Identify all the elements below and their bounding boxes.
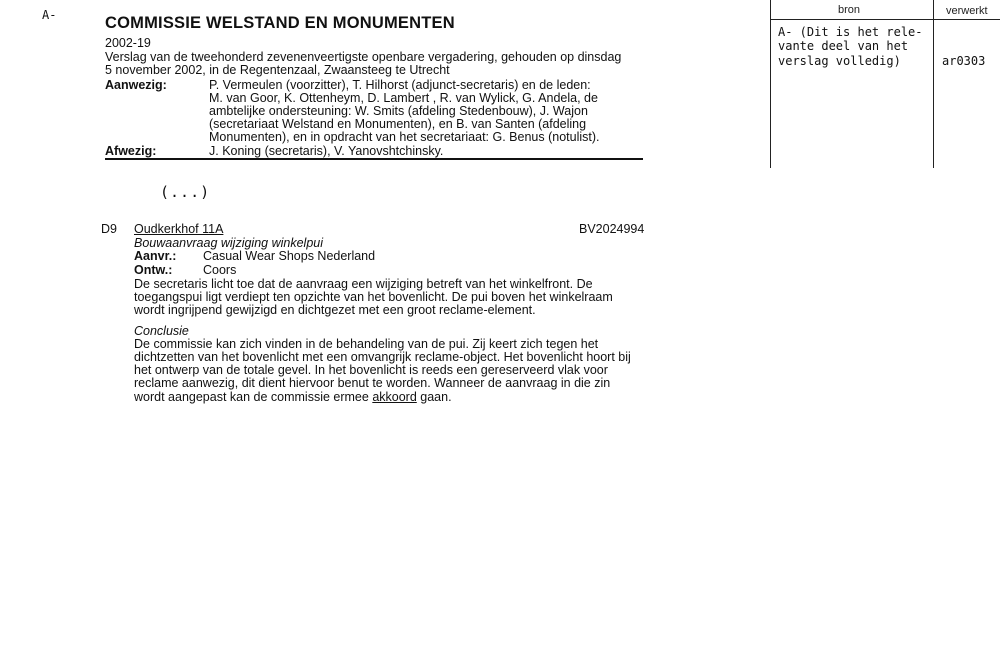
designer-label: Ontw.: <box>134 263 173 277</box>
conclusion-line: reclame aanwezig, dit dient hiervoor benut te worden. Wanneer de aanvraag in die zin <box>134 376 611 390</box>
panel-header-rule <box>770 19 1000 20</box>
present-line: P. Vermeulen (voorzitter), T. Hilhorst (adjunct-secretaris) en de leden: <box>209 78 591 92</box>
meeting-code: 2002-19 <box>105 36 151 50</box>
intro-line-2: 5 november 2002, in de Regentenzaal, Zwaansteeg te Utrecht <box>105 63 450 77</box>
body-line: wordt ingrijpend gewijzigd en dichtgezet met een groot reclame-element. <box>134 303 536 317</box>
conclusion-label: Conclusie <box>134 324 189 338</box>
margin-mark: A- <box>42 8 57 22</box>
item-number: D9 <box>101 222 117 236</box>
item-subject: Bouwaanvraag wijziging winkelpui <box>134 236 323 250</box>
panel-column-divider <box>933 0 934 168</box>
present-line: ambtelijke ondersteuning: W. Smits (afdeling Stedenbouw), J. Wajon <box>209 104 588 118</box>
omission-marker: (...) <box>160 183 211 201</box>
column-header-processed: verwerkt <box>946 5 988 17</box>
conclusion-last-line <box>134 390 452 405</box>
source-note-line: verslag volledig) <box>778 54 901 68</box>
source-note-line: A- (Dit is het rele- <box>778 25 923 39</box>
item-address: Oudkerkhof 11A <box>134 222 224 236</box>
item-reference: BV2024994 <box>579 222 645 236</box>
conclusion-line: dichtzetten van het bovenlicht met een omvangrijk reclame-object. Het bovenlicht hoort bij <box>134 350 631 364</box>
applicant-value: Casual Wear Shops Nederland <box>203 249 376 263</box>
intro-line-1: Verslag van de tweehonderd zevenenveertigste openbare vergadering, gehouden op dinsdag <box>105 50 622 64</box>
column-header-source: bron <box>838 4 861 16</box>
header-divider <box>105 158 643 160</box>
absent-text: J. Koning (secretaris), V. Yanovshtchinsky. <box>209 144 444 158</box>
source-note-line: vante deel van het <box>778 39 909 53</box>
processed-code: ar0303 <box>942 54 986 68</box>
designer-value: Coors <box>203 263 237 277</box>
body-line: toegangspui ligt verdiept ten opzichte van het bovenlicht. De pui boven het winkelraam <box>134 290 613 304</box>
conclusion-line: De commissie kan zich vinden in de behandeling van de pui. Zij keert zich tegen het <box>134 337 599 351</box>
panel-left-border <box>770 0 771 168</box>
document-title: COMMISSIE WELSTAND EN MONUMENTEN <box>105 14 455 32</box>
decision-keyword: akkoord <box>372 390 417 404</box>
conclusion-text: gaan. <box>416 390 452 404</box>
applicant-label: Aanvr.: <box>134 249 177 263</box>
body-line: De secretaris licht toe dat de aanvraag een wijziging betreft van het winkelfront. De <box>134 277 593 291</box>
present-label: Aanwezig: <box>105 78 167 92</box>
absent-label: Afwezig: <box>105 144 157 158</box>
present-line: (secretariaat Welstand en Monumenten), en B. van Santen (afdeling <box>209 117 587 131</box>
conclusion-text: wordt aangepast kan de commissie ermee <box>134 390 373 404</box>
present-line: M. van Goor, K. Ottenheym, D. Lambert , R. van Wylick, G. Andela, de <box>209 91 598 105</box>
conclusion-line: het ontwerp van de totale gevel. In het bovenlicht is reeds een gereserveerd vlak voor <box>134 363 608 377</box>
present-line: Monumenten), en in opdracht van het secretariaat: G. Benus (notulist). <box>209 130 600 144</box>
